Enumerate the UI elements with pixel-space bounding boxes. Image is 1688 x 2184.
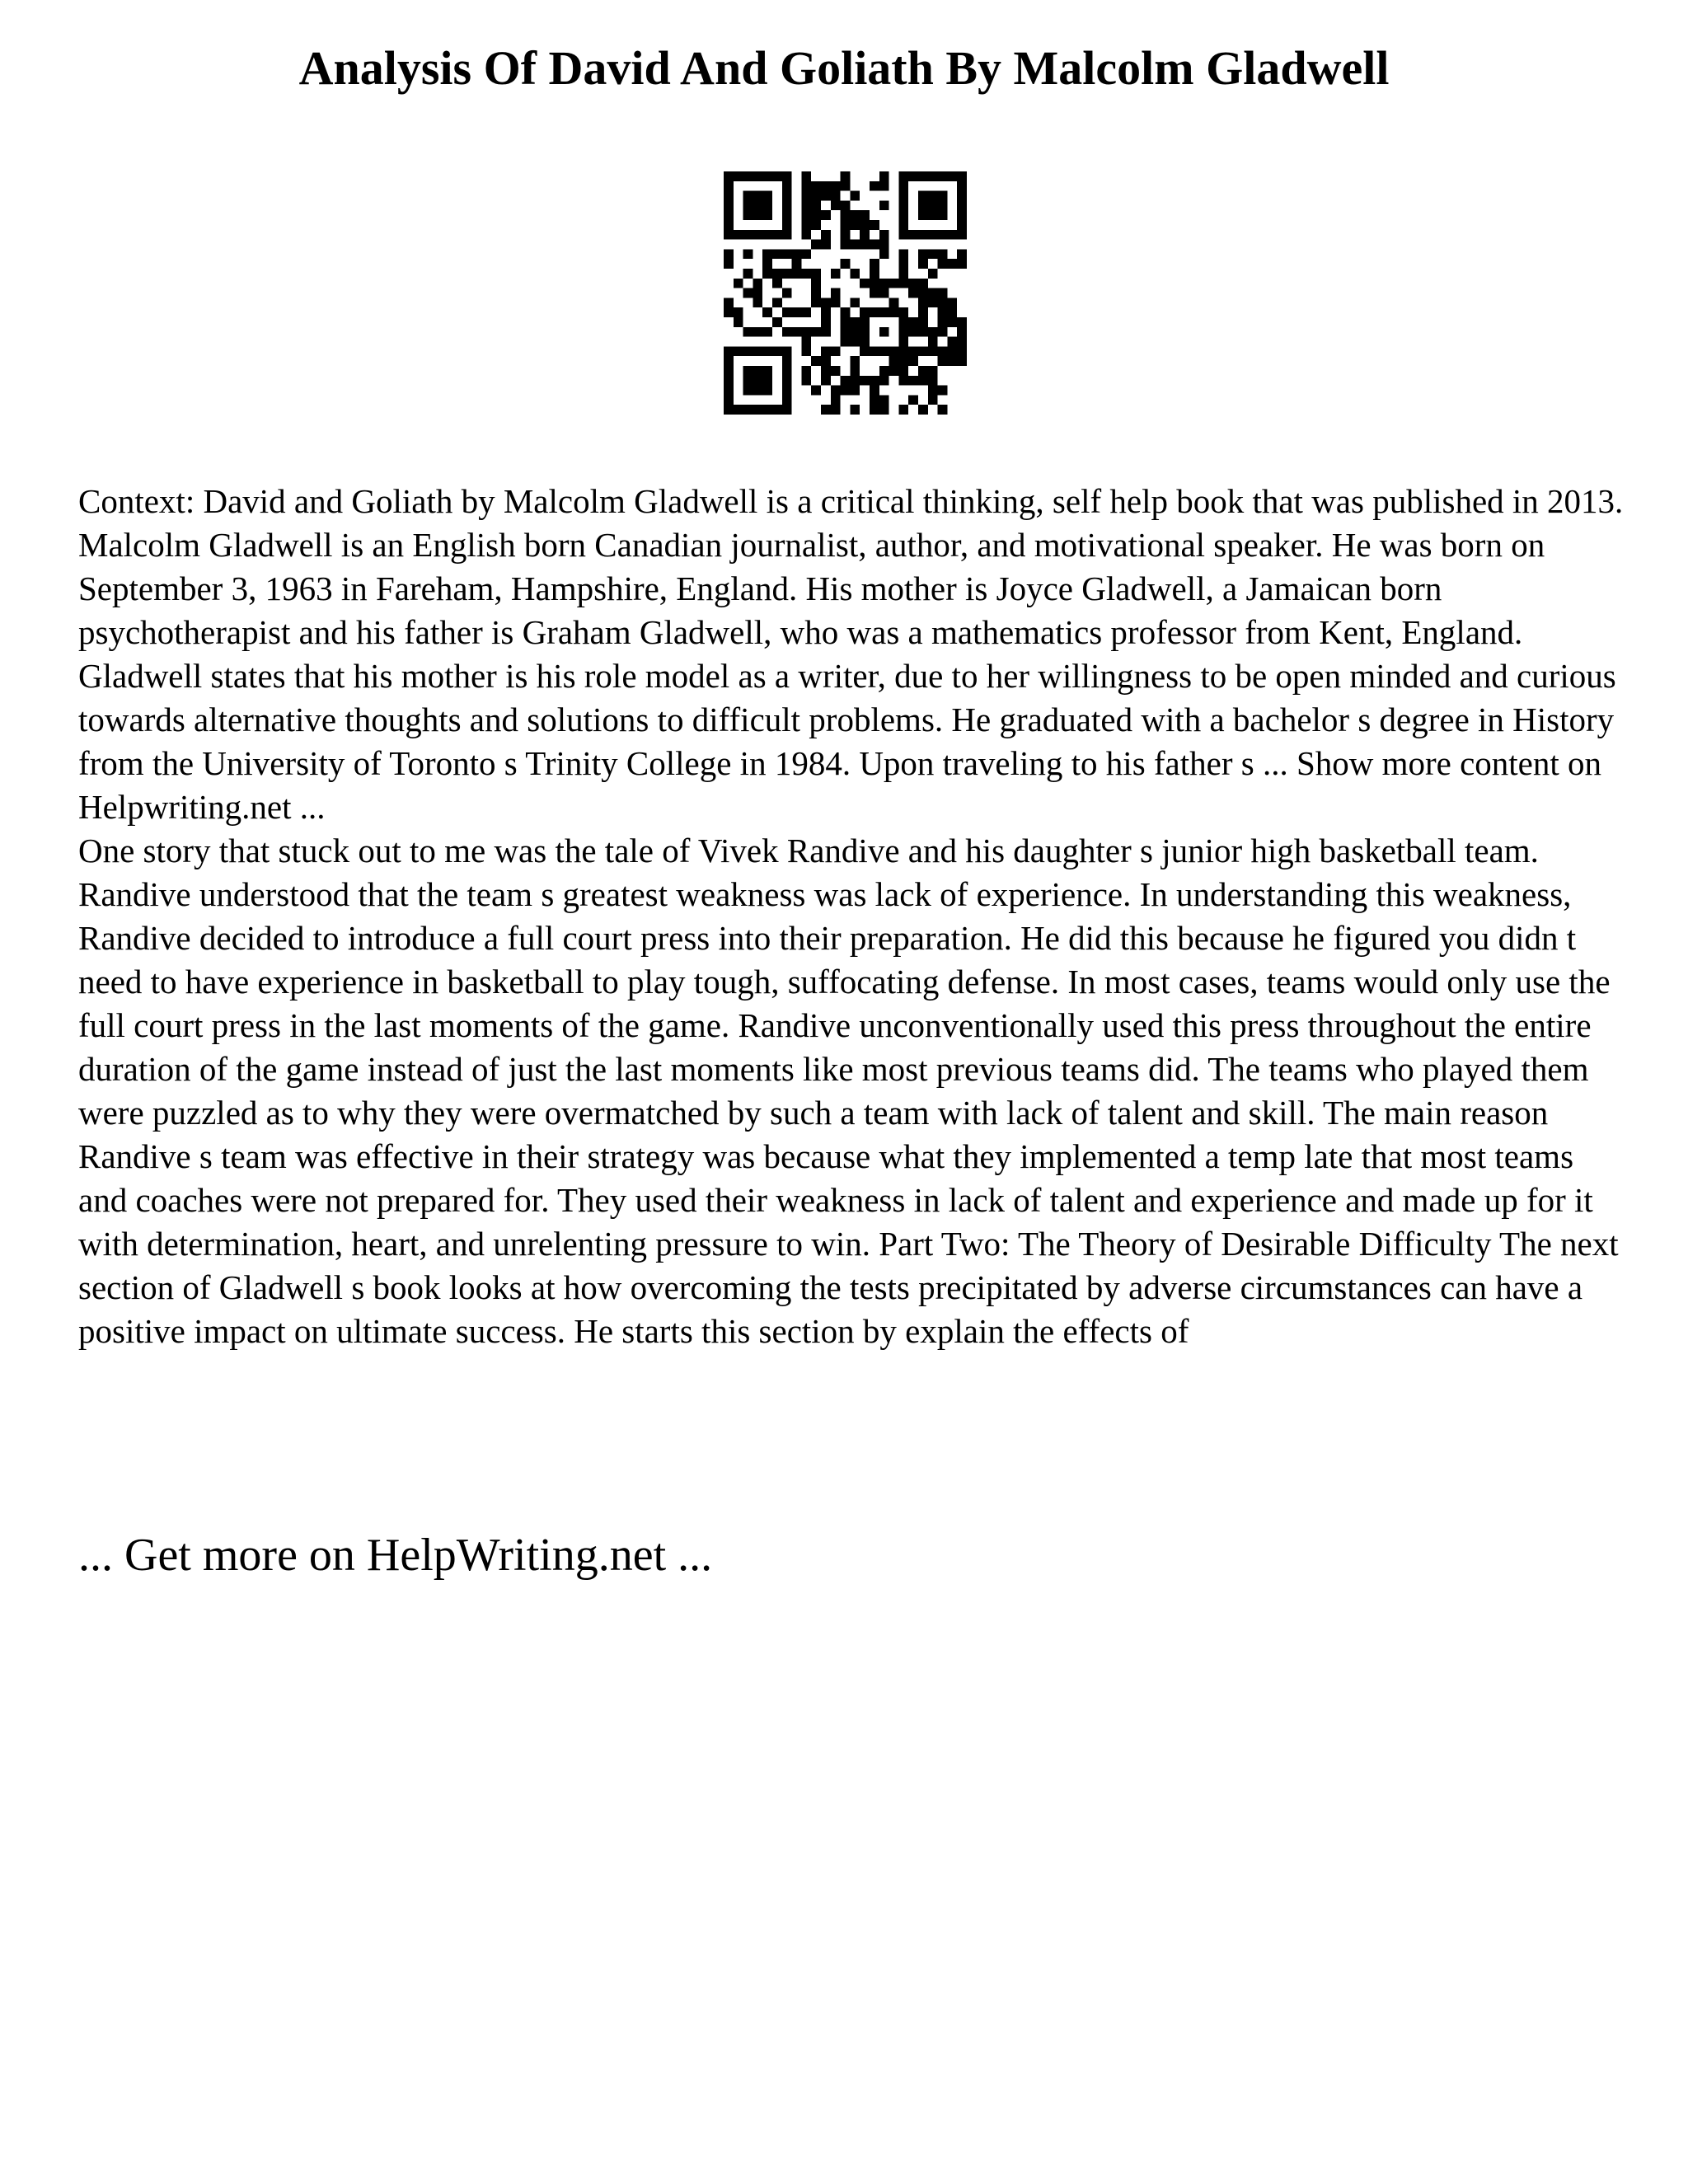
- paragraph-story: One story that stuck out to me was the tale of Vivek Randive and his daughter s junior high basketball team. Randive understood that the team s greatest weakness was lack of experience. In understanding this weakness, Randive decided to introduce a full court press into their preparation. He did this because he figured you didn t need to have experience in basketball to play tough, suffocating defense. In most cases, teams would only use the full court press in the last moments of the game. Randive unconventionally used this press throughout the entire duration of the game instead of just the last moments like most previous teams did. The teams who played them were puzzled as to why they were overmatched by such a team with lack of talent and skill. The main reason Randive s team was effective in their strategy was because what they implemented a temp late that most teams and coaches were not prepared for. They used their weakness in lack of talent and experience and made up for it with determination, heart, and unrelenting pressure to win. Part Two: The Theory of Desirable Difficulty The next section of Gladwell s book looks at how overcoming the tests precipitated by adverse circumstances can have a positive impact on ultimate success. He starts this section by explain the effects of: [78, 832, 1619, 1350]
- article-body: [78, 480, 1628, 1353]
- get-more-link[interactable]: ... Get more on HelpWriting.net ...: [78, 1530, 713, 1581]
- document-title: Analysis Of David And Goliath By Malcolm Gladwell: [298, 41, 1390, 95]
- qr-code-icon: [724, 171, 967, 415]
- paragraph-context: Context: David and Goliath by Malcolm Gladwell is a critical thinking, self help book that was published in 2013. Malcolm Gladwell is an English born Canadian journalist, author, and motivational speaker. He was born on September 3, 1963 in Fareham, Hampshire, England. His mother is Joyce Gladwell, a Jamaican born psychotherapist and his father is Graham Gladwell, who was a mathematics professor from Kent, England. Gladwell states that his mother is his role model as a writer, due to her willingness to be open minded and curious towards alternative thoughts and solutions to difficult problems. He graduated with a bachelor s degree in History from the University of Toronto s Trinity College in 1984. Upon traveling to his father s ... Show more content on Helpwriting.net ...: [78, 482, 1624, 826]
